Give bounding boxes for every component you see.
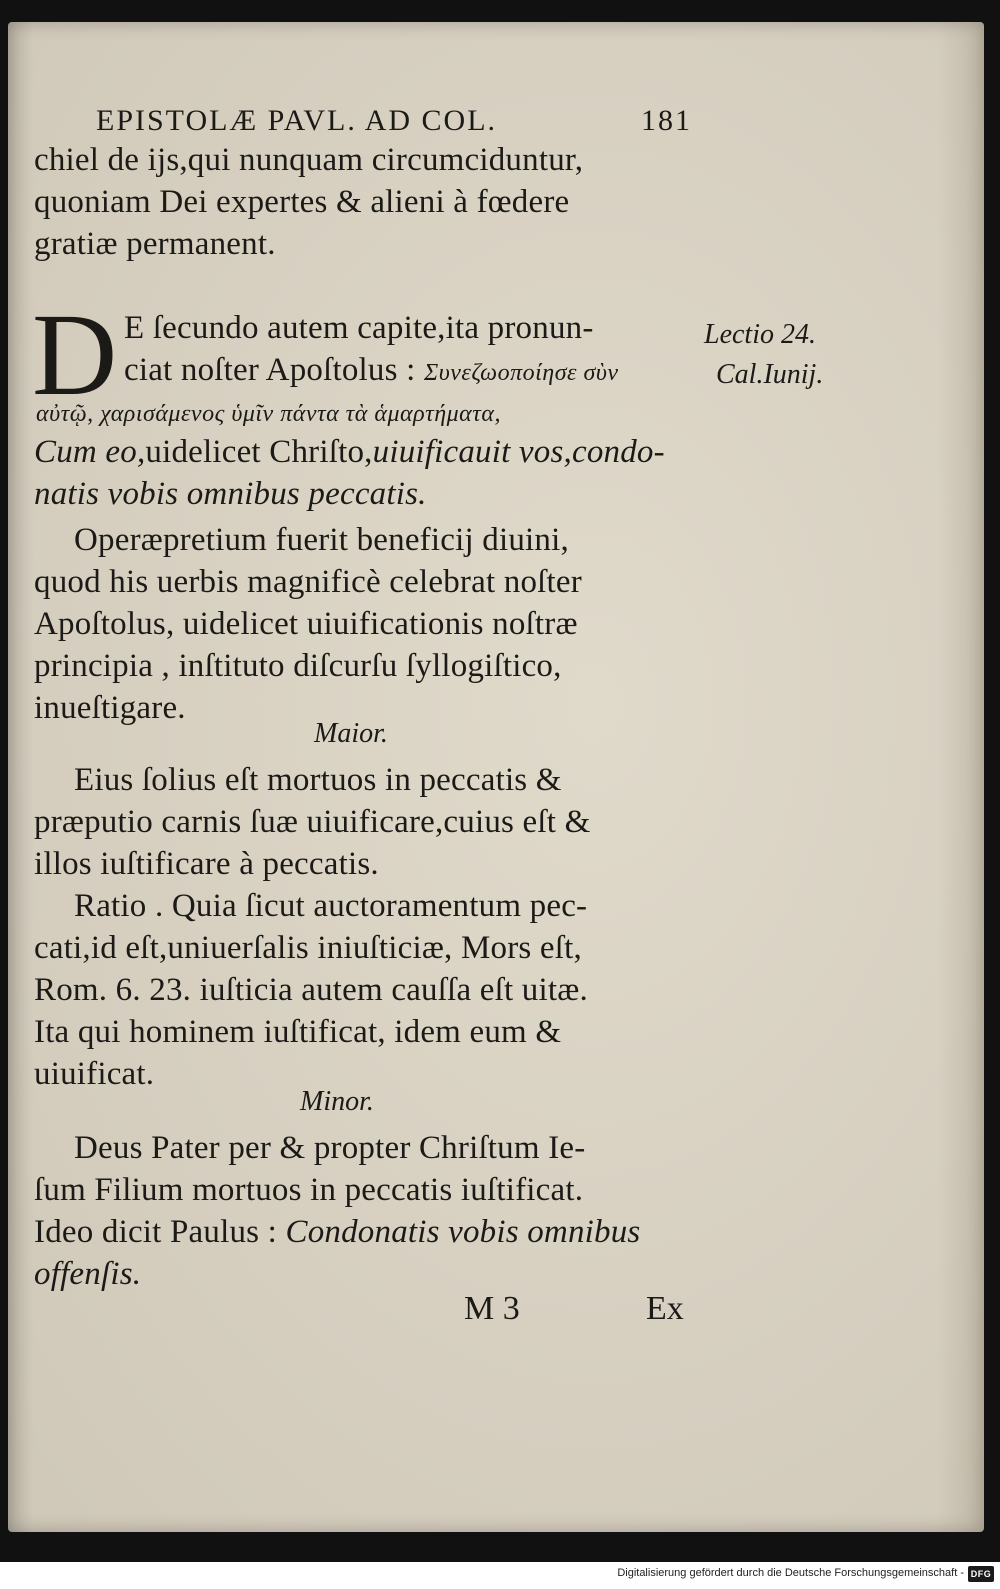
p6-line-3-roman: Ideo dicit Paulus : (34, 1214, 278, 1250)
p2-line-2 (124, 350, 619, 393)
p1-line-3: gratiæ permanent. (34, 226, 276, 262)
signature-mark: M 3 (464, 1290, 520, 1327)
p2-line-5: natis vobis omnibus peccatis. (34, 476, 427, 512)
p2-line-1: E ſecundo autem capite,ita pronun- (124, 310, 594, 346)
p4-line-1: Eius ſolius eſt mortuos in peccatis & (74, 762, 562, 798)
margin-note-date: Cal.Iunij. (716, 359, 824, 390)
p4-line-2: præputio carnis ſuæ uiuificare,cuius eſt & (34, 804, 591, 840)
catchword: Ex (646, 1290, 684, 1327)
p4-line-3: illos iuſtificare à peccatis. (34, 846, 379, 882)
p5-line-3: Rom. 6. 23. iuſticia autem cauſſa eſt uitæ. (34, 972, 588, 1008)
p6-line-4: offenſis. (34, 1256, 142, 1292)
footer-credit: Digitalisierung gefördert durch die Deutsche Forschungsgemeinschaft - (617, 1567, 964, 1579)
p6-line-3-italic: Condonatis vobis omnibus (285, 1214, 641, 1250)
drop-cap: D (32, 289, 118, 420)
p5-line-1: Ratio . Quia ſicut auctoramentum pec- (74, 888, 588, 924)
running-head-title: EPISTOLÆ PAVL. AD COL. (96, 104, 498, 137)
p2-line-4 (34, 432, 665, 472)
p2-line-4-italic-a: Cum eo, (34, 434, 146, 470)
p6-line-1: Deus Pater per & propter Chriſtum Ie- (74, 1130, 586, 1166)
p1-line-2: quoniam Dei expertes & alieni à fœdere (34, 184, 570, 220)
p5-line-5: uiuificat. (34, 1056, 155, 1092)
p3-line-1: Operæpretium fuerit beneficij diuini, (74, 522, 569, 558)
margin-note-lectio: Lectio 24. (704, 319, 816, 350)
p2-line-3-greek: αὐτῷ, χαρισάμενος ὑμῖν πάντα τὰ ἁμαρτήματα, (36, 401, 501, 427)
p6-line-2: ſum Filium mortuos in peccatis iuſtificat. (34, 1172, 584, 1208)
page-edge-shading (938, 22, 984, 1532)
p2-line-4-roman: uidelicet Chriſto, (145, 434, 373, 470)
p3-line-5: inueſtigare. (34, 690, 186, 726)
p1-line-1: chiel de ijs,qui nunquam circumciduntur, (34, 142, 584, 178)
p5-line-2: cati,id eſt,uniuerſalis iniuſticiæ, Mors eſt, (34, 930, 582, 966)
running-head (96, 104, 692, 144)
p3-line-3: Apoſtolus, uidelicet uiuificationis noſtræ (34, 606, 578, 642)
footer-bar (0, 1562, 1000, 1589)
heading-minor: Minor. (300, 1086, 374, 1117)
dfg-logo: DFG (968, 1566, 994, 1582)
p2-line-2-roman: ciat noſter Apoſtolus : (124, 352, 416, 388)
p5-line-4: Ita qui hominem iuſtificat, idem eum & (34, 1014, 562, 1050)
p2-line-2-greek: Συνεζωοποίησε σὺν (423, 360, 619, 386)
p2-line-4-italic-b: uiuificauit vos,condo- (372, 434, 665, 470)
p3-line-4: principia , inſtituto diſcurſu ſyllogiſtico, (34, 648, 562, 684)
heading-maior: Maior. (314, 718, 388, 749)
p6-line-3 (34, 1212, 640, 1252)
page-number: 181 (641, 104, 692, 137)
p3-line-2: quod his uerbis magnificè celebrat noſter (34, 564, 582, 600)
